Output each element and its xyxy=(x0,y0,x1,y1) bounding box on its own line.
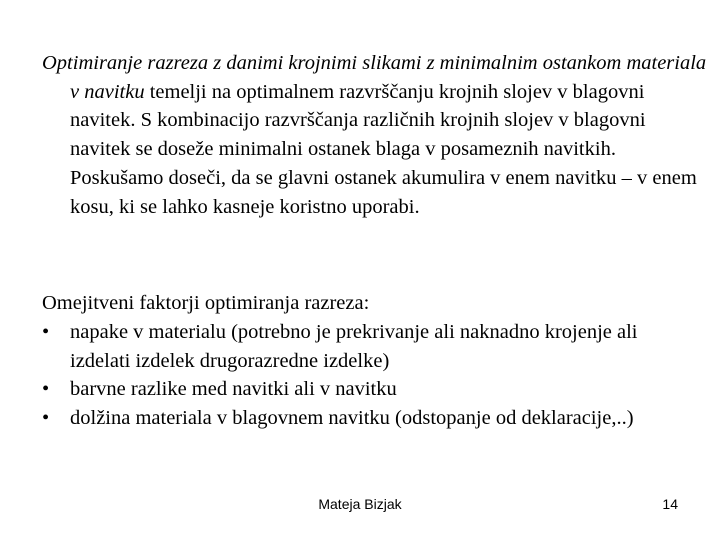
list-item xyxy=(42,375,682,404)
main-paragraph-italic: Optimiranje razreza z danimi krojnimi slikami z minimalnim ostankom materiala v navitku xyxy=(42,52,707,103)
factors-intro: Omejitveni faktorji optimiranja razreza: xyxy=(42,292,370,314)
list-item-text: napake v materialu (potrebno je prekrivanje ali naknadno krojenje ali izdelati izdelek drugorazredne izdelke) xyxy=(70,321,638,372)
bullet-icon: • xyxy=(42,378,50,401)
footer-author: Mateja Bizjak xyxy=(318,496,402,512)
factors-list xyxy=(42,318,682,433)
main-paragraph-rest: temelji na optimalnem razvrščanju krojnih slojev v blagovni navitek. S kombinacijo razvrščanja različnih krojnih slojev v blagovni navitek se doseže minimalni ostanek blaga v posameznih navitkih. Poskušamo doseči, da se glavni ostanek akumulira v enem navitku – v enem kosu, ki se lahko kasneje koristno uporabi. xyxy=(70,80,697,218)
bullet-icon: • xyxy=(42,407,50,430)
list-item-text: barvne razlike med navitki ali v navitku xyxy=(70,378,397,401)
list-item xyxy=(42,404,682,433)
page-number: 14 xyxy=(662,496,678,512)
list-item xyxy=(42,318,682,375)
main-paragraph xyxy=(42,49,710,221)
bullet-icon: • xyxy=(42,321,50,343)
list-item-text: dolžina materiala v blagovnem navitku (odstopanje od deklaracije,..) xyxy=(70,407,634,430)
